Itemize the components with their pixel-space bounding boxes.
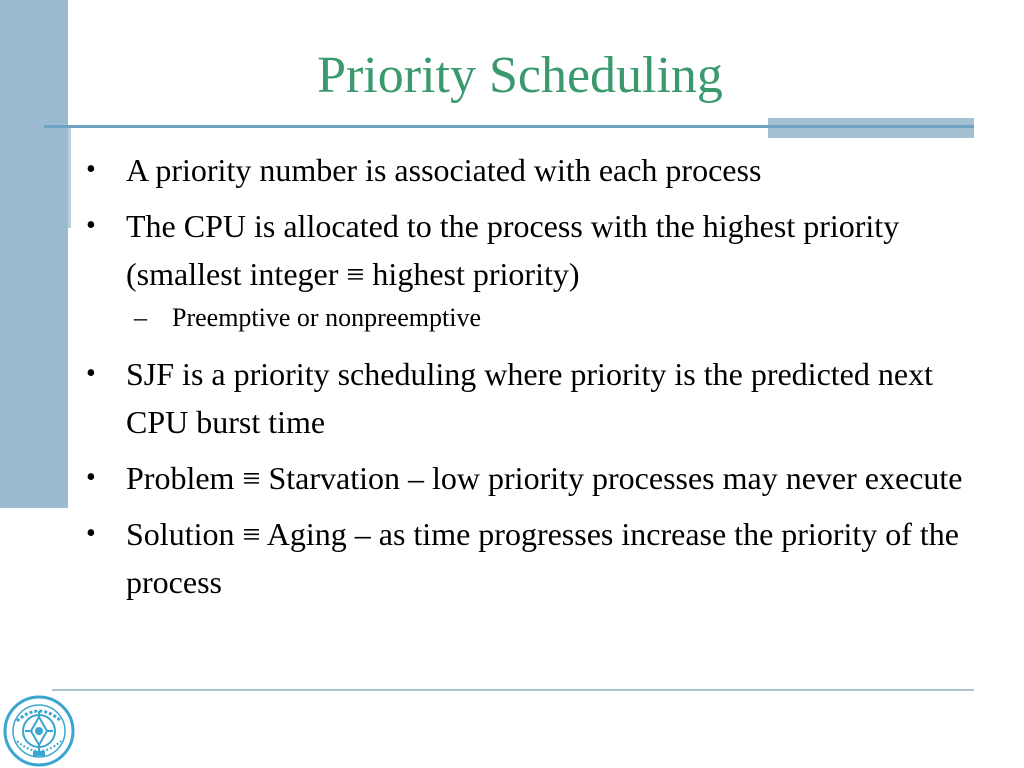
left-accent-bar <box>0 0 68 508</box>
title-divider-accent <box>768 118 974 138</box>
bullet-text: Solution ≡ Aging – as time progresses increase the priority of the process <box>126 516 959 600</box>
bullet-text: Problem ≡ Starvation – low priority processes may never execute <box>126 460 963 496</box>
bullet-marker: • <box>86 518 96 549</box>
bullet-item <box>86 454 976 502</box>
bullet-text: The CPU is allocated to the process with the highest priority (smallest integer ≡ highest priority) <box>126 208 900 292</box>
bullet-list <box>86 146 976 614</box>
left-accent-line <box>68 128 71 228</box>
university-seal-icon <box>3 695 75 767</box>
slide-title: Priority Scheduling <box>317 47 723 104</box>
bullet-marker: • <box>86 462 96 493</box>
bullet-marker: • <box>86 210 96 241</box>
bullet-text: SJF is a priority scheduling where priority is the predicted next CPU burst time <box>126 356 933 440</box>
bullet-text: A priority number is associated with each process <box>126 152 762 188</box>
bullet-item <box>86 350 976 446</box>
sub-bullet-item <box>86 300 976 336</box>
sub-bullet-text: Preemptive or nonpreemptive <box>172 303 482 332</box>
bullet-marker: • <box>86 358 96 389</box>
bullet-item <box>86 510 976 606</box>
bullet-marker: • <box>86 154 96 185</box>
bullet-item <box>86 202 976 298</box>
bullet-item <box>86 146 976 194</box>
sub-bullet-marker: – <box>134 303 147 332</box>
footer-divider <box>52 689 974 691</box>
